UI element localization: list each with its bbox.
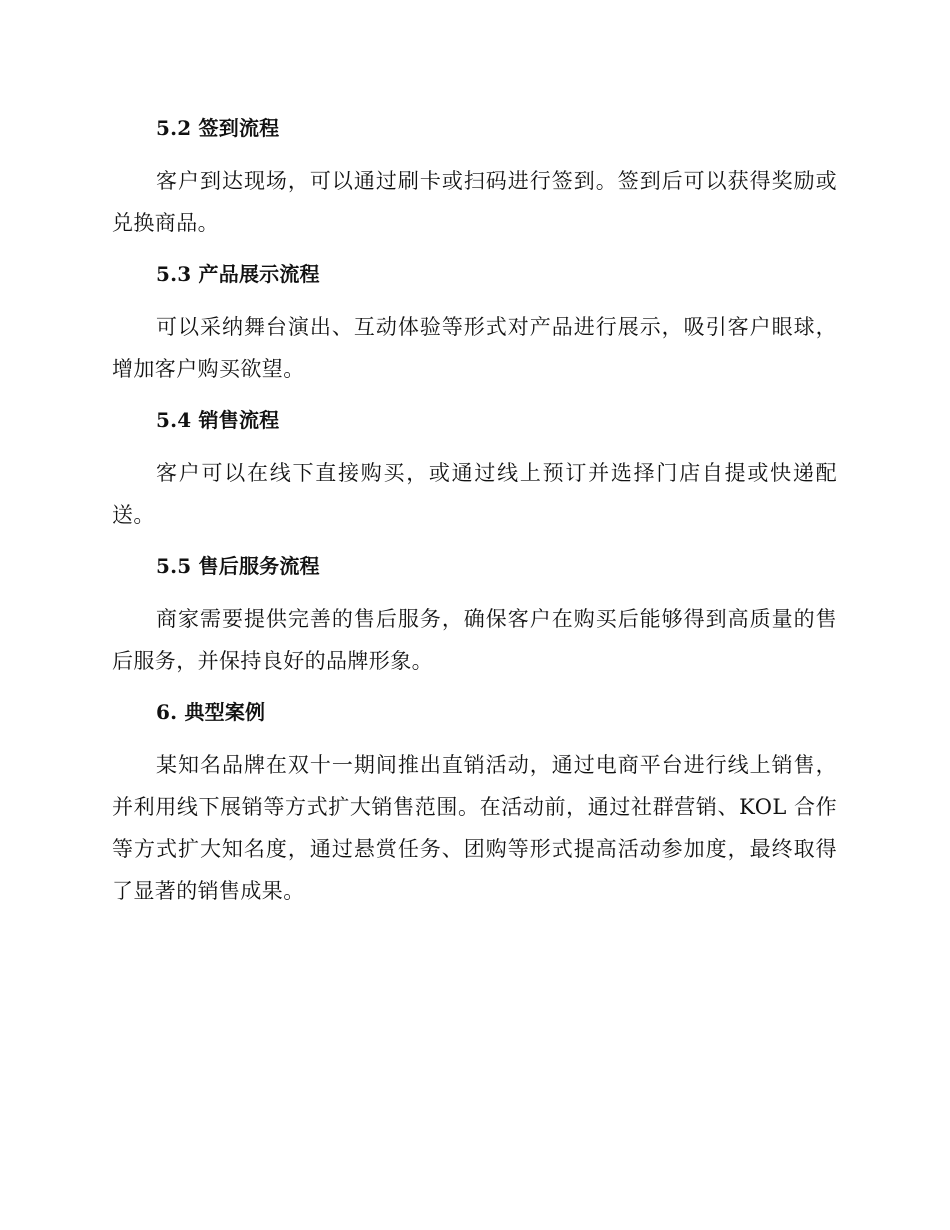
section-heading-5-4: 5.4 销售流程	[156, 408, 280, 432]
document-content	[112, 110, 837, 912]
section-body-5-2: 客户到达现场，可以通过刷卡或扫码进行签到。签到后可以获得奖励或兑换商品。	[112, 169, 837, 235]
section-heading-5-2: 5.2 签到流程	[156, 116, 280, 140]
section-heading-5-5: 5.5 售后服务流程	[156, 554, 320, 578]
section-body-6: 某知名品牌在双十一期间推出直销活动，通过电商平台进行线上销售，并利用线下展销等方式扩大销售范围。在活动前，通过社群营销、KOL 合作等方式扩大知名度，通过悬赏任务、团购等形式提高活动参加度，最终取得了显著的销售成果。	[112, 753, 837, 903]
section-body-5-4: 客户可以在线下直接购买，或通过线上预订并选择门店自提或快递配送。	[112, 461, 837, 527]
section-body-5-3: 可以采纳舞台演出、互动体验等形式对产品进行展示，吸引客户眼球，增加客户购买欲望。	[112, 315, 837, 381]
section-heading-5-3: 5.3 产品展示流程	[156, 262, 320, 286]
section-body-5-5: 商家需要提供完善的售后服务，确保客户在购买后能够得到高质量的售后服务，并保持良好的品牌形象。	[112, 607, 837, 673]
section-heading-6: 6. 典型案例	[156, 700, 266, 724]
